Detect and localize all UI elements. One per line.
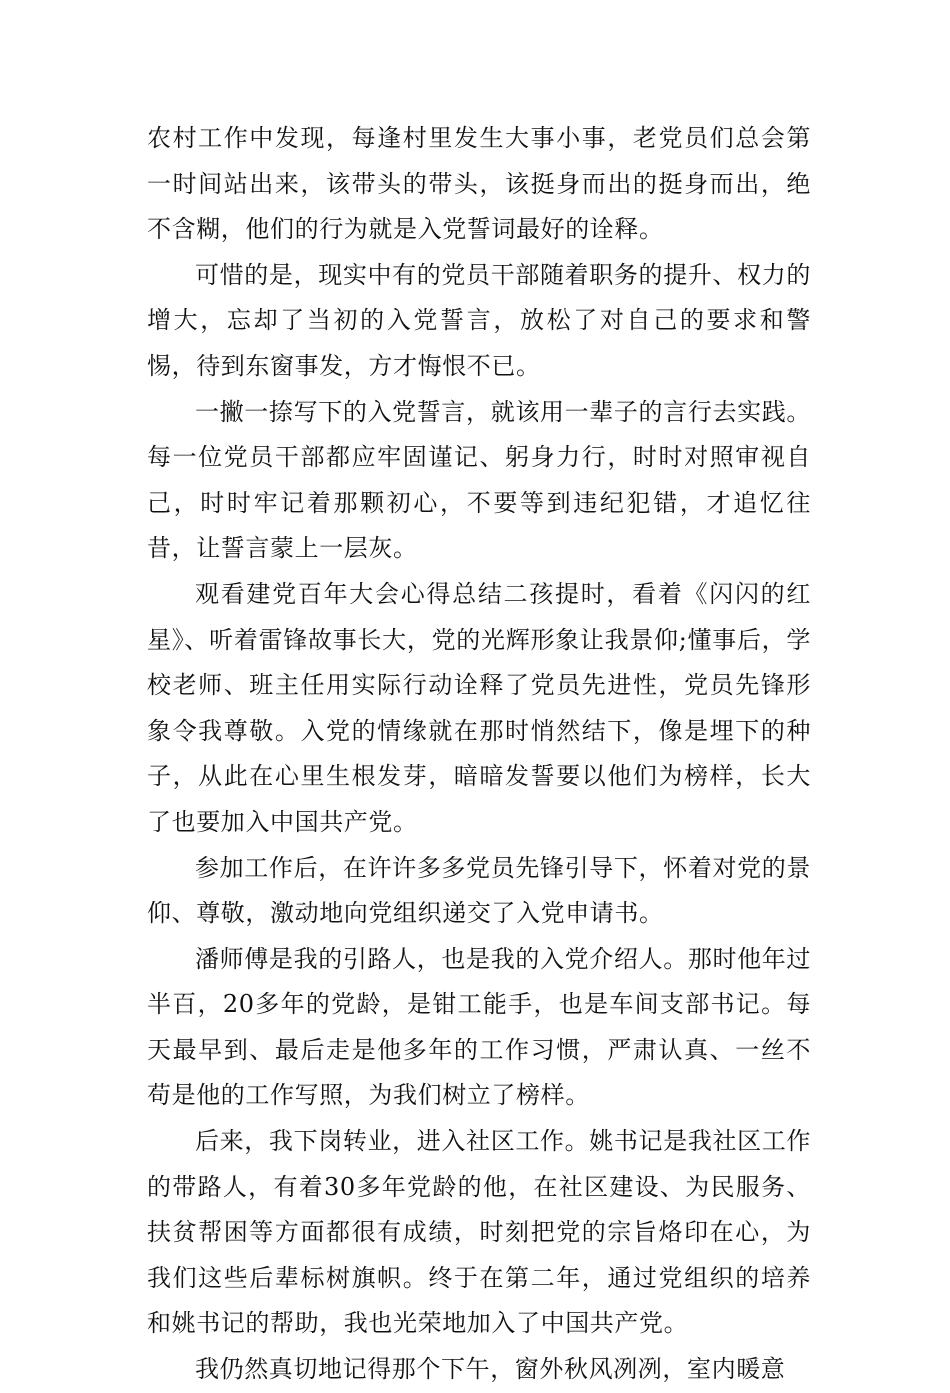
paragraph: 农村工作中发现，每逢村里发生大事小事，老党员们总会第一时间站出来，该带头的带头，该挺身而出的挺身而出，绝不含糊，他们的行为就是入党誓词最好的诠释。 xyxy=(147,124,811,244)
paragraph: 可惜的是，现实中有的党员干部随着职务的提升、权力的增大，忘却了当初的入党誓言，放松了对自己的要求和警惕，待到东窗事发，方才悔恨不已。 xyxy=(147,260,811,380)
paragraph: 后来，我下岗转业，进入社区工作。姚书记是我社区工作的带路人，有着30多年党龄的他，在社区建设、为民服务、扶贫帮困等方面都很有成绩，时刻把党的宗旨烙印在心，为我们这些后辈标树旗帜。终于在第二年，通过党组织的培养和姚书记的帮助，我也光荣地加入了中国共产党。 xyxy=(147,1127,811,1338)
paragraph: 潘师傅是我的引路人，也是我的入党介绍人。那时他年过半百，20多年的党龄，是钳工能手，也是车间支部书记。每天最早到、最后走是他多年的工作习惯，严肃认真、一丝不苟是他的工作写照，为我们树立了榜样。 xyxy=(147,944,811,1110)
body-text xyxy=(147,116,811,1393)
paragraph: 观看建党百年大会心得总结二孩提时，看着《闪闪的红星》、听着雷锋故事长大，党的光辉形象让我景仰;懂事后，学校老师、班主任用实际行动诠释了党员先进性，党员先锋形象令我尊敬。入党的情缘就在那时悄然结下，像是埋下的种子，从此在心里生根发芽，暗暗发誓要以他们为榜样，长大了也要加入中国共产党。 xyxy=(147,579,811,836)
paragraph: 参加工作后，在许许多多党员先锋引导下，怀着对党的景仰、尊敬，激动地向党组织递交了入党申请书。 xyxy=(147,853,811,928)
paragraph: 我仍然真切地记得那个下午，窗外秋风冽冽，室内暖意 xyxy=(195,1355,786,1384)
paragraph: 一撇一捺写下的入党誓言，就该用一辈子的言行去实践。每一位党员干部都应牢固谨记、躬身力行，时时对照审视自己，时时牢记着那颗初心，不要等到违纪犯错，才追忆往昔，让誓言蒙上一层灰。 xyxy=(147,397,811,563)
